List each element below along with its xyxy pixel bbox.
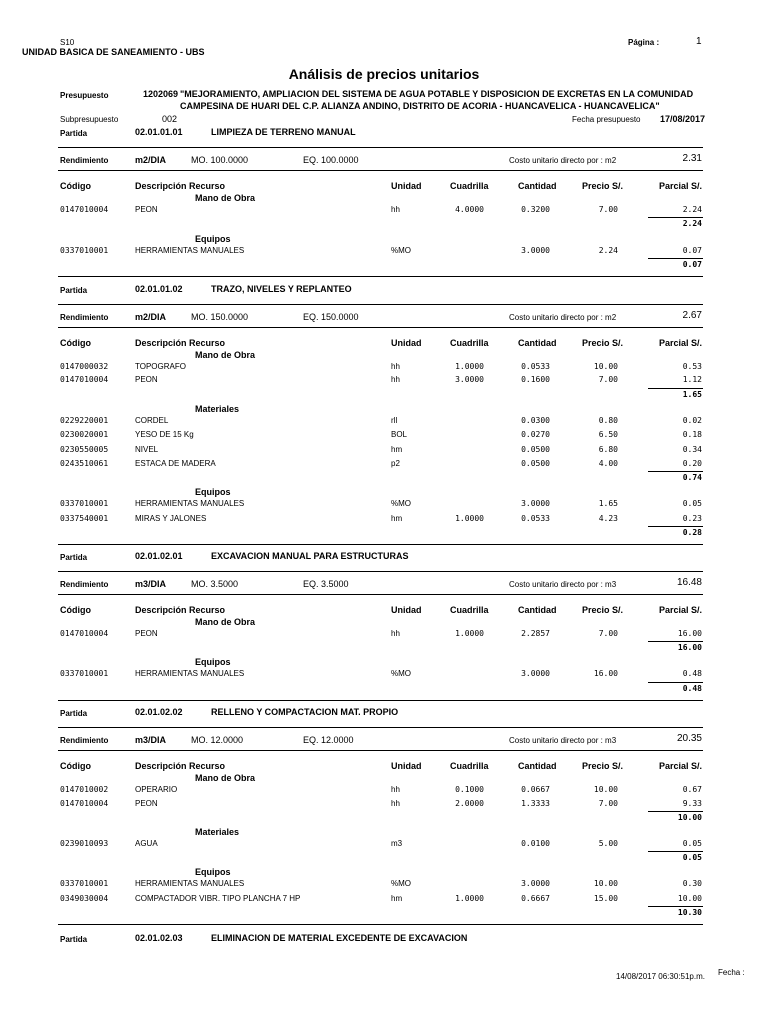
row-precio: 4.23	[598, 514, 618, 523]
row-cantidad: 3.0000	[521, 669, 550, 678]
group-subtotal: 2.24	[682, 219, 702, 228]
row-precio: 7.00	[598, 629, 618, 638]
row-unit: hh	[391, 375, 400, 384]
col-descripcion: Descripción Recurso	[135, 605, 226, 615]
rendimiento-mo: MO. 3.5000	[191, 579, 239, 589]
group-label-mano: Mano de Obra	[195, 617, 256, 627]
group-subtotal: 10.30	[677, 908, 702, 917]
partida-end-divider	[58, 924, 703, 925]
row-code: 0349030004	[60, 894, 109, 903]
row-precio: 6.50	[598, 430, 618, 439]
row-unit: rll	[391, 416, 398, 425]
row-code: 0147010004	[60, 375, 109, 384]
group-subtotal: 0.74	[682, 473, 702, 482]
presupuesto-label: Presupuesto	[60, 91, 109, 100]
row-precio: 7.00	[598, 205, 618, 214]
s10-label: S10	[60, 38, 75, 47]
row-unit: hh	[391, 362, 400, 371]
col-descripcion: Descripción Recurso	[135, 761, 226, 771]
col-descripcion: Descripción Recurso	[135, 181, 226, 191]
rendimiento-mo: MO. 12.0000	[191, 735, 244, 745]
row-desc: ESTACA DE MADERA	[135, 459, 216, 468]
rendimiento-eq: EQ. 100.0000	[303, 155, 359, 165]
subtotal-rule	[648, 811, 703, 812]
org-name: UNIDAD BASICA DE SANEAMIENTO - UBS	[22, 47, 205, 57]
row-code: 0147000032	[60, 362, 109, 371]
row-precio: 16.00	[593, 669, 618, 678]
row-unit: %MO	[391, 879, 411, 888]
row-cantidad: 0.0500	[521, 445, 550, 454]
row-parcial: 0.18	[682, 430, 702, 439]
footer-datetime: 14/08/2017 06:30:51p.m.	[616, 972, 705, 981]
row-cantidad: 3.0000	[521, 499, 550, 508]
row-unit: %MO	[391, 669, 411, 678]
row-parcial: 0.48	[682, 669, 702, 678]
col-cuadrilla: Cuadrilla	[450, 761, 489, 771]
subtotal-rule	[648, 641, 703, 642]
row-code: 0337010001	[60, 499, 109, 508]
col-precio: Precio S/.	[582, 181, 624, 191]
row-code: 0337010001	[60, 879, 109, 888]
rendimiento-label: Rendimiento	[60, 580, 109, 589]
row-desc: TOPOGRAFO	[135, 362, 186, 371]
col-cantidad: Cantidad	[518, 181, 557, 191]
row-code: 0337540001	[60, 514, 109, 523]
presupuesto-code: 1202069	[143, 89, 179, 99]
partida-code: 02.01.02.02	[135, 707, 183, 717]
row-code: 0230020001	[60, 430, 109, 439]
row-desc: PEON	[135, 205, 158, 214]
col-codigo: Código	[60, 181, 91, 191]
col-precio: Precio S/.	[582, 338, 624, 348]
row-cantidad: 0.0270	[521, 430, 550, 439]
col-unidad: Unidad	[391, 761, 422, 771]
partida-label: Partida	[60, 553, 88, 562]
row-unit: m3	[391, 839, 403, 848]
group-label-equipos: Equipos	[195, 234, 231, 244]
page-title: Análisis de precios unitarios	[288, 66, 480, 82]
partida-name: ELIMINACION DE MATERIAL EXCEDENTE DE EXCAVACION	[211, 933, 468, 943]
costo-unitario-value: 20.35	[676, 733, 702, 744]
col-parcial: Parcial S/.	[658, 181, 702, 191]
row-precio: 5.00	[598, 839, 618, 848]
costo-unitario-label: Costo unitario directo por : m2	[509, 156, 617, 165]
row-desc: HERRAMIENTAS MANUALES	[135, 669, 245, 678]
rendimiento-divider	[58, 327, 703, 328]
row-cantidad: 0.0533	[521, 514, 550, 523]
group-label-mano: Mano de Obra	[195, 193, 256, 203]
col-parcial: Parcial S/.	[658, 338, 702, 348]
group-subtotal: 0.28	[682, 528, 702, 537]
partida-end-divider	[58, 276, 703, 277]
rendimiento-divider	[58, 170, 703, 171]
col-parcial: Parcial S/.	[658, 605, 702, 615]
row-unit: hm	[391, 894, 403, 903]
row-precio: 0.80	[598, 416, 618, 425]
group-label-equipos: Equipos	[195, 487, 231, 497]
row-code: 0243510061	[60, 459, 109, 468]
row-unit: hh	[391, 799, 400, 808]
col-unidad: Unidad	[391, 338, 422, 348]
subpresupuesto-label: Subpresupuesto	[60, 115, 119, 124]
row-parcial: 0.23	[682, 514, 702, 523]
row-code: 0147010002	[60, 785, 109, 794]
partida-label: Partida	[60, 709, 88, 718]
partida-label: Partida	[60, 286, 88, 295]
row-unit: BOL	[391, 430, 408, 439]
row-cuadrilla: 1.0000	[455, 894, 484, 903]
partida-end-divider	[58, 544, 703, 545]
col-cuadrilla: Cuadrilla	[450, 338, 489, 348]
costo-unitario-value: 16.48	[676, 577, 702, 588]
row-desc: PEON	[135, 375, 158, 384]
partida-name: LIMPIEZA DE TERRENO MANUAL	[211, 127, 356, 137]
row-parcial: 0.02	[682, 416, 702, 425]
row-desc: MIRAS Y JALONES	[135, 514, 207, 523]
row-cantidad: 0.0300	[521, 416, 550, 425]
rendimiento-label: Rendimiento	[60, 156, 109, 165]
row-cuadrilla: 1.0000	[455, 514, 484, 523]
group-subtotal: 0.48	[682, 684, 702, 693]
row-parcial: 0.34	[682, 445, 702, 454]
subtotal-rule	[648, 906, 703, 907]
rendimiento-mo: MO. 150.0000	[191, 312, 249, 322]
row-parcial: 0.20	[682, 459, 702, 468]
row-cuadrilla: 1.0000	[455, 362, 484, 371]
group-label-mano: Mano de Obra	[195, 350, 256, 360]
row-unit: hh	[391, 205, 400, 214]
row-cantidad: 0.0533	[521, 362, 550, 371]
row-cantidad: 0.3200	[521, 205, 550, 214]
row-precio: 6.80	[598, 445, 618, 454]
row-parcial: 0.05	[682, 839, 702, 848]
row-unit: hm	[391, 445, 403, 454]
row-parcial: 0.07	[682, 246, 702, 255]
row-cuadrilla: 2.0000	[455, 799, 484, 808]
subtotal-rule	[648, 217, 703, 218]
row-precio: 15.00	[593, 894, 618, 903]
row-cantidad: 3.0000	[521, 246, 550, 255]
partida-divider	[58, 304, 703, 305]
rendimiento-eq: EQ. 3.5000	[303, 579, 349, 589]
group-label-mano: Mano de Obra	[195, 773, 256, 783]
costo-unitario-label: Costo unitario directo por : m3	[509, 736, 617, 745]
row-parcial: 0.67	[682, 785, 702, 794]
row-desc: OPERARIO	[135, 785, 178, 794]
page-label: Página :	[628, 38, 660, 47]
costo-unitario-label: Costo unitario directo por : m3	[509, 580, 617, 589]
rendimiento-unit: m2/DIA	[135, 312, 167, 322]
row-parcial: 0.53	[682, 362, 702, 371]
rendimiento-divider	[58, 594, 703, 595]
row-cuadrilla: 3.0000	[455, 375, 484, 384]
presupuesto-desc-1: "MEJORAMIENTO, AMPLIACION DEL SISTEMA DE AGUA POTABLE Y DISPOSICION DE EXCRETAS EN LA COMUNIDAD	[180, 89, 694, 99]
row-cuadrilla: 1.0000	[455, 629, 484, 638]
row-desc: NIVEL	[135, 445, 159, 454]
footer-fecha-label: Fecha :	[718, 968, 745, 977]
row-precio: 4.00	[598, 459, 618, 468]
row-cuadrilla: 0.1000	[455, 785, 484, 794]
row-cuadrilla: 4.0000	[455, 205, 484, 214]
row-parcial: 16.00	[677, 629, 702, 638]
row-code: 0337010001	[60, 246, 109, 255]
row-unit: hh	[391, 629, 400, 638]
row-code: 0229220001	[60, 416, 109, 425]
row-code: 0147010004	[60, 205, 109, 214]
rendimiento-eq: EQ. 12.0000	[303, 735, 354, 745]
col-descripcion: Descripción Recurso	[135, 338, 226, 348]
partida-code: 02.01.02.01	[135, 551, 183, 561]
row-code: 0239010093	[60, 839, 109, 848]
rendimiento-unit: m3/DIA	[135, 579, 167, 589]
row-cantidad: 0.0667	[521, 785, 550, 794]
col-unidad: Unidad	[391, 181, 422, 191]
group-subtotal: 10.00	[677, 813, 702, 822]
rendimiento-label: Rendimiento	[60, 313, 109, 322]
subtotal-rule	[648, 682, 703, 683]
row-unit: %MO	[391, 246, 411, 255]
row-precio: 1.65	[598, 499, 618, 508]
subtotal-rule	[648, 471, 703, 472]
row-unit: p2	[391, 459, 400, 468]
rendimiento-divider	[58, 750, 703, 751]
partida-divider	[58, 147, 703, 148]
col-unidad: Unidad	[391, 605, 422, 615]
partida-label: Partida	[60, 129, 88, 138]
group-label-materiales: Materiales	[195, 404, 240, 414]
group-label-materiales: Materiales	[195, 827, 240, 837]
row-cantidad: 0.0500	[521, 459, 550, 468]
row-unit: %MO	[391, 499, 411, 508]
row-code: 0147010004	[60, 629, 109, 638]
row-desc: AGUA	[135, 839, 158, 848]
presupuesto-desc-2: CAMPESINA DE HUARI DEL C.P. ALIANZA ANDINO, DISTRITO DE ACORIA - HUANCAVELICA - HUANCAVELICA"	[180, 101, 660, 111]
fecha-presupuesto-value: 17/08/2017	[660, 114, 706, 124]
group-subtotal: 0.07	[682, 260, 702, 269]
row-code: 0147010004	[60, 799, 109, 808]
row-parcial: 2.24	[682, 205, 702, 214]
partida-name: EXCAVACION MANUAL PARA ESTRUCTURAS	[211, 551, 409, 561]
row-parcial: 1.12	[682, 375, 702, 384]
partida-name: TRAZO, NIVELES Y REPLANTEO	[211, 284, 352, 294]
row-cantidad: 0.6667	[521, 894, 550, 903]
rendimiento-label: Rendimiento	[60, 736, 109, 745]
subtotal-rule	[648, 526, 703, 527]
group-subtotal: 16.00	[677, 643, 702, 652]
row-code: 0230550005	[60, 445, 109, 454]
partida-code: 02.01.01.02	[135, 284, 183, 294]
partida-divider	[58, 727, 703, 728]
costo-unitario-label: Costo unitario directo por : m2	[509, 313, 617, 322]
row-cantidad: 2.2857	[521, 629, 550, 638]
col-cuadrilla: Cuadrilla	[450, 181, 489, 191]
col-cantidad: Cantidad	[518, 605, 557, 615]
partida-divider	[58, 571, 703, 572]
row-cantidad: 3.0000	[521, 879, 550, 888]
rendimiento-mo: MO. 100.0000	[191, 155, 249, 165]
row-desc: YESO DE 15 Kg	[135, 430, 194, 439]
row-precio: 10.00	[593, 362, 618, 371]
col-precio: Precio S/.	[582, 605, 624, 615]
row-precio: 10.00	[593, 785, 618, 794]
rendimiento-eq: EQ. 150.0000	[303, 312, 359, 322]
partida-name: RELLENO Y COMPACTACION MAT. PROPIO	[211, 707, 399, 717]
row-desc: HERRAMIENTAS MANUALES	[135, 879, 245, 888]
row-desc: CORDEL	[135, 416, 169, 425]
subtotal-rule	[648, 258, 703, 259]
col-cantidad: Cantidad	[518, 761, 557, 771]
subpresupuesto-code: 002	[162, 114, 178, 124]
row-cantidad: 0.1600	[521, 375, 550, 384]
rendimiento-unit: m3/DIA	[135, 735, 167, 745]
row-precio: 7.00	[598, 375, 618, 384]
partida-code: 02.01.02.03	[135, 933, 183, 943]
row-cantidad: 1.3333	[521, 799, 550, 808]
col-codigo: Código	[60, 338, 91, 348]
row-precio: 10.00	[593, 879, 618, 888]
row-precio: 7.00	[598, 799, 618, 808]
subtotal-rule	[648, 388, 703, 389]
col-precio: Precio S/.	[582, 761, 624, 771]
row-unit: hh	[391, 785, 400, 794]
row-code: 0337010001	[60, 669, 109, 678]
subtotal-rule	[648, 851, 703, 852]
group-label-equipos: Equipos	[195, 657, 231, 667]
row-desc: PEON	[135, 799, 158, 808]
row-desc: HERRAMIENTAS MANUALES	[135, 499, 245, 508]
rendimiento-unit: m2/DIA	[135, 155, 167, 165]
col-parcial: Parcial S/.	[658, 761, 702, 771]
row-cantidad: 0.0100	[521, 839, 550, 848]
group-subtotal: 0.05	[682, 853, 702, 862]
fecha-presupuesto-label: Fecha presupuesto	[572, 115, 641, 124]
row-unit: hm	[391, 514, 403, 523]
row-parcial: 10.00	[677, 894, 702, 903]
partida-code: 02.01.01.01	[135, 127, 183, 137]
costo-unitario-value: 2.31	[682, 153, 702, 164]
costo-unitario-value: 2.67	[682, 310, 702, 321]
row-parcial: 0.30	[682, 879, 702, 888]
col-codigo: Código	[60, 605, 91, 615]
row-precio: 2.24	[598, 246, 618, 255]
row-parcial: 9.33	[682, 799, 702, 808]
row-desc: COMPACTADOR VIBR. TIPO PLANCHA 7 HP	[135, 894, 301, 903]
group-label-equipos: Equipos	[195, 867, 231, 877]
group-subtotal: 1.65	[682, 390, 702, 399]
row-desc: HERRAMIENTAS MANUALES	[135, 246, 245, 255]
col-cantidad: Cantidad	[518, 338, 557, 348]
page-number: 1	[696, 36, 702, 47]
row-parcial: 0.05	[682, 499, 702, 508]
partida-label: Partida	[60, 935, 88, 944]
col-cuadrilla: Cuadrilla	[450, 605, 489, 615]
row-desc: PEON	[135, 629, 158, 638]
col-codigo: Código	[60, 761, 91, 771]
partida-end-divider	[58, 700, 703, 701]
